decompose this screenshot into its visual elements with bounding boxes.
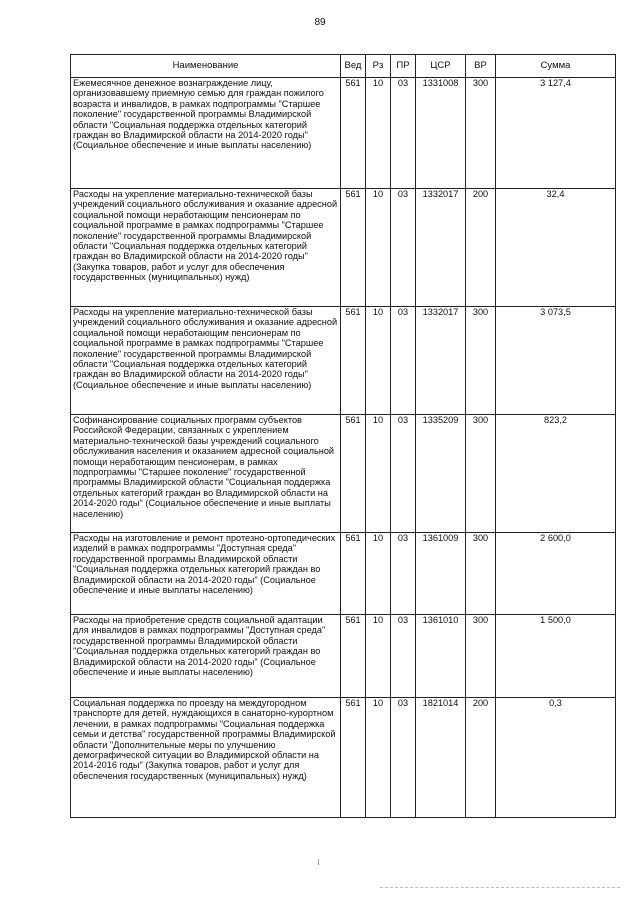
row-rz-cell: 10: [366, 415, 391, 533]
row-ved-cell: 561: [341, 189, 366, 307]
row-ved-cell: 561: [341, 698, 366, 818]
row-vr-cell: 300: [466, 533, 496, 615]
row-vr-cell: 300: [466, 415, 496, 533]
row-vr-cell: 300: [466, 307, 496, 415]
header-row: [71, 55, 616, 78]
table-body: [71, 78, 616, 818]
row-name-cell: Расходы на укрепление материально-технической базы учреждений социального обслуживания и оказание адресной социальной помощи неработающим пенсионерам по социальной программе в рамках подпрограммы "Старшее поколение" государственной программы Владимирской области "Социальная поддержка отдельных категорий граждан во Владимирской области на 2014-2020 годы" (Социальное обеспечение и иные выплаты населению): [71, 307, 341, 415]
row-csr-cell: 1332017: [416, 307, 466, 415]
page-number: 89: [314, 17, 326, 28]
row-rz-cell: 10: [366, 189, 391, 307]
row-vr-cell: 300: [466, 78, 496, 189]
table-row: [71, 615, 616, 698]
table-row: [71, 78, 616, 189]
row-csr-cell: 1335209: [416, 415, 466, 533]
header-rz: Рз: [366, 55, 391, 78]
row-name-cell: Расходы на изготовление и ремонт протезно-ортопедических изделий в рамках подпрограммы "Доступная среда" государственной программы Владимирской области "Социальная поддержка отдельных категорий граждан во Владимирской области на 2014-2020 годы" (Социальное обеспечение и иные выплаты населению): [71, 533, 341, 615]
row-csr-cell: 1331008: [416, 78, 466, 189]
header-pr: ПР: [391, 55, 416, 78]
header-sum: Сумма: [496, 55, 616, 78]
row-name-cell: Софинансирование социальных программ субъектов Российской Федерации, связанных с укреплением материально-технической базы учреждений социального обслуживания населения и оказанием адресной социальной помощи неработающим пенсионерам, в рамках подпрограммы "Старшее поколение" государственной программы Владимирской области "Социальная поддержка отдельных категорий граждан во Владимирской области на 2014-2020 годы" (Социальное обеспечение и иные выплаты населению): [71, 415, 341, 533]
row-sum-cell: 3 127,4: [496, 78, 616, 189]
row-sum-cell: 1 500,0: [496, 615, 616, 698]
row-pr-cell: 03: [391, 189, 416, 307]
row-vr-cell: 300: [466, 615, 496, 698]
row-sum-cell: 0,3: [496, 698, 616, 818]
row-ved-cell: 561: [341, 415, 366, 533]
row-ved-cell: 561: [341, 533, 366, 615]
row-name-cell: Расходы на приобретение средств социальной адаптации для инвалидов в рамках подпрограммы "Доступная среда" государственной программы Владимирской области "Социальная поддержка отдельных категорий граждан во Владимирской области на 2014-2020 годы" (Социальное обеспечение и иные выплаты населению): [71, 615, 341, 698]
row-name-cell: Расходы на укрепление материально-технической базы учреждений социального обслуживания и оказание адресной социальной помощи неработающим пенсионерам по социальной программе в рамках подпрограммы "Старшее поколение" государственной программы Владимирской области "Социальная поддержка отдельных категорий граждан во Владимирской области на 2014-2020 годы" (Закупка товаров, работ и услуг для обеспечения государственных (муниципальных) нужд): [71, 189, 341, 307]
table-row: [71, 698, 616, 818]
table-row: [71, 533, 616, 615]
row-csr-cell: 1821014: [416, 698, 466, 818]
table-header: [71, 55, 616, 78]
header-ved: Вед: [341, 55, 366, 78]
row-pr-cell: 03: [391, 615, 416, 698]
row-name-cell: Социальная поддержка по проезду на междугородном транспорте для детей, нуждающихся в санаторно-курортном лечении, в рамках подпрограммы "Социальная поддержка семьи и детства" государственной программы Владимирской области "Дополнительные меры по улучшению демографической ситуации во Владимирской области на 2014-2016 годы" (Закупка товаров, работ и услуг для обеспечения государственных (муниципальных) нужд): [71, 698, 341, 818]
row-csr-cell: 1361010: [416, 615, 466, 698]
row-ved-cell: 561: [341, 78, 366, 189]
row-sum-cell: 823,2: [496, 415, 616, 533]
header-csr: ЦСР: [416, 55, 466, 78]
table-row: [71, 307, 616, 415]
row-sum-cell: 32,4: [496, 189, 616, 307]
row-vr-cell: 200: [466, 698, 496, 818]
budget-table: [70, 54, 616, 818]
row-rz-cell: 10: [366, 78, 391, 189]
row-pr-cell: 03: [391, 78, 416, 189]
row-rz-cell: 10: [366, 307, 391, 415]
row-csr-cell: 1332017: [416, 189, 466, 307]
header-vr: ВР: [466, 55, 496, 78]
row-pr-cell: 03: [391, 415, 416, 533]
table-row: [71, 189, 616, 307]
row-name-cell: Ежемесячное денежное вознаграждение лицу, организовавшему приемную семью для граждан пожилого возраста и инвалидов, в рамках подпрограммы "Старшее поколение" государственной программы Владимирской области "Социальная поддержка отдельных категорий граждан во Владимирской области на 2014-2020 годы" (Социальное обеспечение и иные выплаты населению): [71, 78, 341, 189]
row-pr-cell: 03: [391, 307, 416, 415]
row-vr-cell: 200: [466, 189, 496, 307]
row-rz-cell: 10: [366, 533, 391, 615]
header-name: Наименование: [71, 55, 341, 78]
row-ved-cell: 561: [341, 307, 366, 415]
row-rz-cell: 10: [366, 698, 391, 818]
scan-artifact-line: [380, 887, 620, 888]
scan-artifact: [318, 859, 319, 865]
row-pr-cell: 03: [391, 533, 416, 615]
table-row: [71, 415, 616, 533]
row-sum-cell: 3 073,5: [496, 307, 616, 415]
row-rz-cell: 10: [366, 615, 391, 698]
row-ved-cell: 561: [341, 615, 366, 698]
row-pr-cell: 03: [391, 698, 416, 818]
row-sum-cell: 2 600,0: [496, 533, 616, 615]
row-csr-cell: 1361009: [416, 533, 466, 615]
